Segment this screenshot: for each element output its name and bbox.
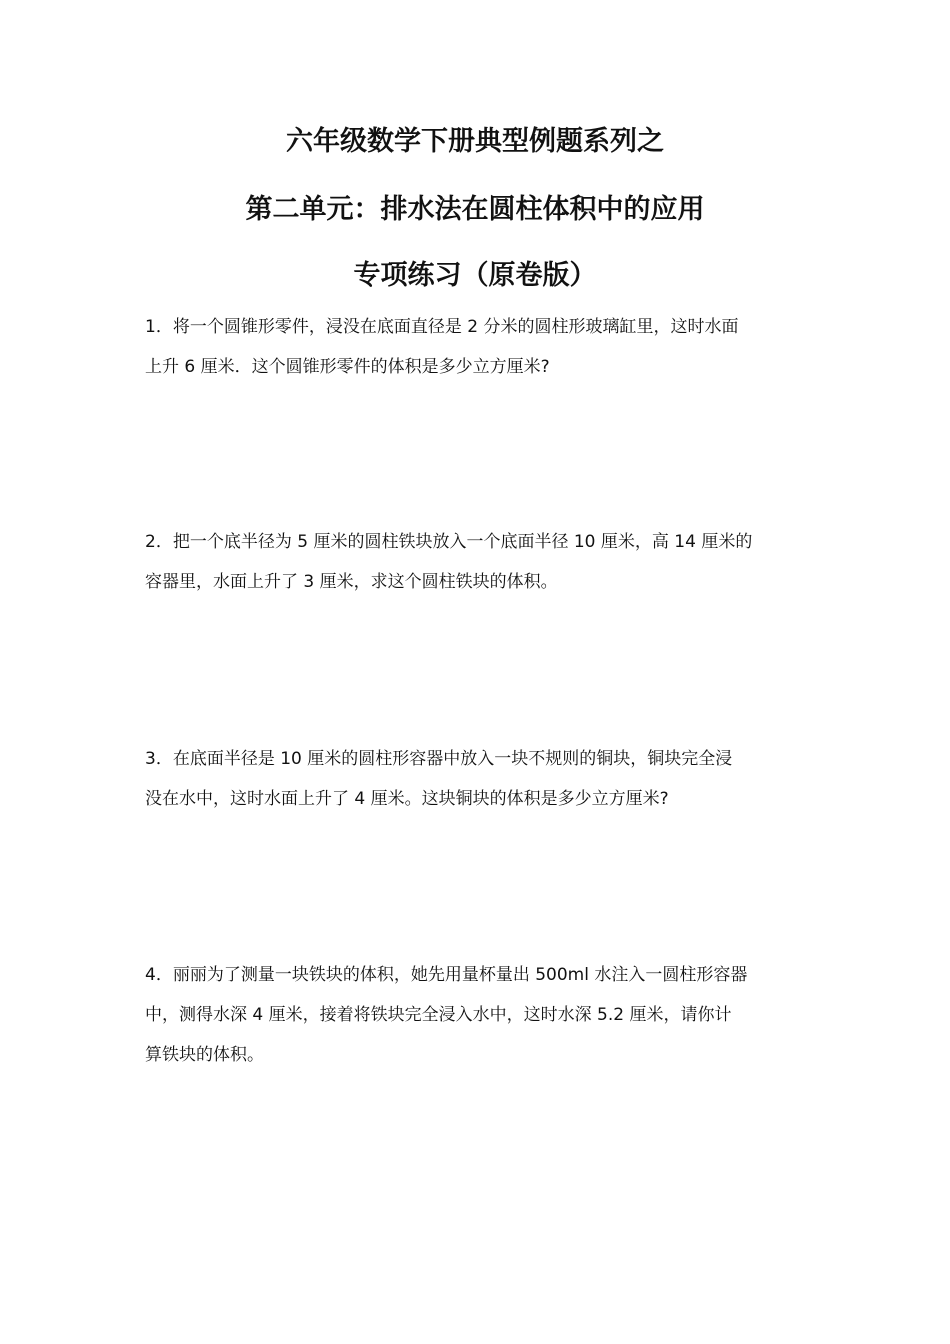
question-line: 上升 6 厘米．这个圆锥形零件的体积是多少立方厘米? [145, 357, 550, 377]
question-4 [145, 955, 810, 1075]
question-line: 中，测得水深 4 厘米，接着将铁块完全浸入水中，这时水深 5.2 厘米，请你计 [145, 1005, 732, 1025]
question-2 [145, 522, 810, 602]
question-3 [145, 739, 810, 819]
question-line: 3．在底面半径是 10 厘米的圆柱形容器中放入一块不规则的铜块，铜块完全浸 [145, 749, 733, 769]
question-line: 2．把一个底半径为 5 厘米的圆柱铁块放入一个底面半径 10 厘米，高 14 厘米的 [145, 532, 753, 552]
unit-title: 第二单元：排水法在圆柱体积中的应用 [245, 194, 705, 225]
question-1 [145, 307, 810, 387]
question-line: 4．丽丽为了测量一块铁块的体积，她先用量杯量出 500ml 水注入一圆柱形容器 [145, 965, 748, 985]
edition-subtitle: 专项练习（原卷版） [353, 260, 597, 291]
worksheet-series-title: 六年级数学下册典型例题系列之 [286, 126, 664, 157]
question-line: 没在水中，这时水面上升了 4 厘米。这块铜块的体积是多少立方厘米? [145, 789, 669, 809]
question-line: 容器里，水面上升了 3 厘米，求这个圆柱铁块的体积。 [145, 572, 558, 592]
question-line: 1．将一个圆锥形零件，浸没在底面直径是 2 分米的圆柱形玻璃缸里，这时水面 [145, 317, 739, 337]
question-line: 算铁块的体积。 [145, 1045, 264, 1065]
